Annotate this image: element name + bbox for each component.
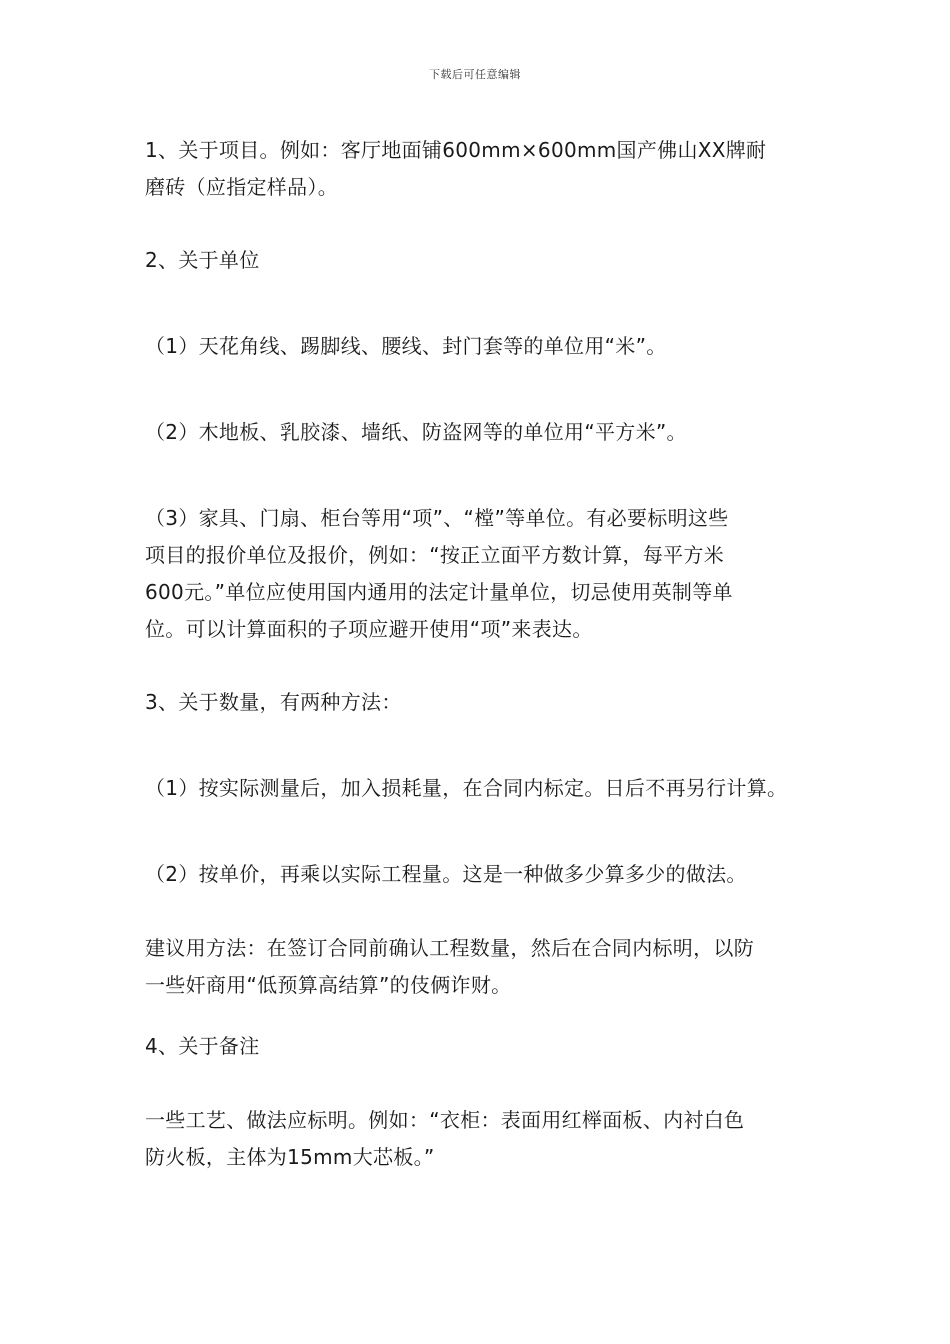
paragraph-unit-1: （1）天花角线、踢脚线、腰线、封门套等的单位用“米”。 <box>145 334 667 358</box>
paragraph-quantity-1: （1）按实际测量后，加入损耗量，在合同内标定。日后不再另行计算。 <box>145 776 788 800</box>
paragraph-unit-3: （3）家具、门扇、柜台等用“项”、“樘”等单位。有必要标明这些 项目的报价单位及报价，例如：“按正立面平方数计算，每平方米 600元。”单位应使用国内通用的法定计量单位，切忌使用英制等单 位。可以计算面积的子项应避开使用“项”来表达。 <box>145 506 733 641</box>
paragraph-item-1: 1、关于项目。例如：客厅地面铺600mm×600mm国产佛山XX牌耐 磨砖（应指定样品）。 <box>145 138 767 199</box>
paragraph-notes-heading: 4、关于备注 <box>145 1034 260 1058</box>
paragraph-unit-heading: 2、关于单位 <box>145 248 260 272</box>
paragraph-quantity-2: （2）按单价，再乘以实际工程量。这是一种做多少算多少的做法。 <box>145 862 747 886</box>
paragraph-notes-body: 一些工艺、做法应标明。例如：“衣柜：表面用红榉面板、内衬白色 防火板，主体为15mm大芯板。” <box>145 1108 745 1169</box>
paragraph-quantity-heading: 3、关于数量，有两种方法： <box>145 690 402 714</box>
paragraph-unit-2: （2）木地板、乳胶漆、墙纸、防盗网等的单位用“平方米”。 <box>145 420 687 444</box>
paragraph-recommendation: 建议用方法：在签订合同前确认工程数量，然后在合同内标明，以防 一些奸商用“低预算高结算”的伎俩诈财。 <box>145 936 754 997</box>
page-header: 下载后可任意编辑 <box>429 68 521 81</box>
